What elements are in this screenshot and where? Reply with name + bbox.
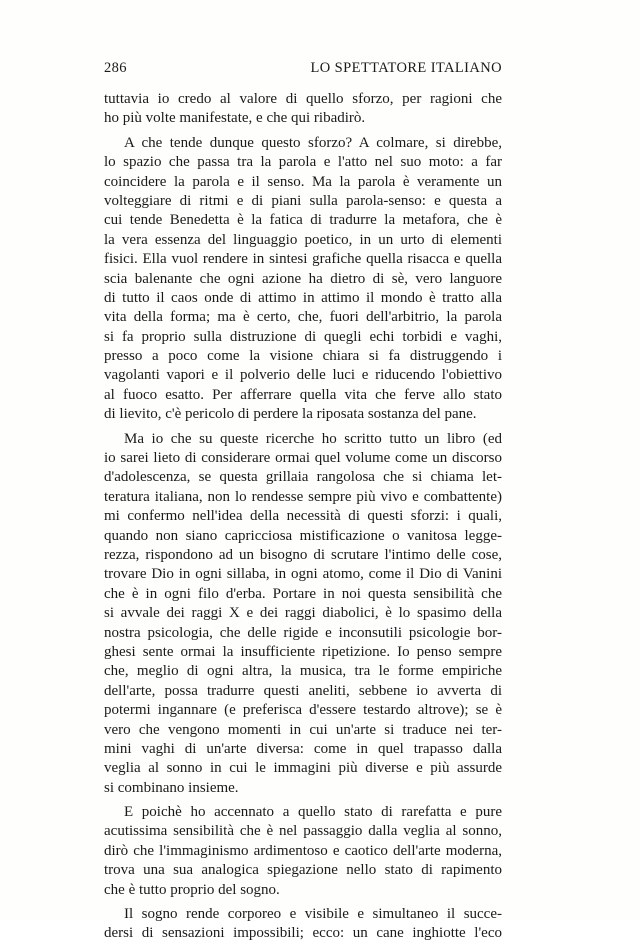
body-text	[104, 90, 502, 944]
text-line: rezza, rispondono ad un bisogno di scrutare l'intimo delle cose,	[104, 546, 502, 563]
text-line: che è in ogni filo d'erba. Portare in noi questa sensibilità che	[104, 585, 502, 602]
text-line: che, meglio di ogni altra, la musica, tra le forme empiriche	[104, 663, 502, 680]
text-line: che è tutto proprio del sogno.	[104, 881, 280, 898]
text-line: veglia al sonno in cui le immagini più diverse e più assurde	[104, 760, 502, 777]
text-line: io sarei lieto di considerare ormai quel volume come un discorso	[104, 450, 502, 467]
text-line: vagolanti vapori e il polverio delle luci e riducendo l'obiettivo	[104, 367, 502, 384]
text-line: E poichè ho accennato a quello stato di rarefatta e pure	[124, 804, 502, 821]
text-line: d'adolescenza, se questa grillaia rangolosa che si chiama let-	[104, 469, 502, 486]
text-line: di tutto il caos onde di attimo in attimo il mondo è tratto alla	[104, 289, 502, 306]
text-line: potermi ingannare (e preferisca d'essere testardo altrove); se è	[104, 702, 502, 719]
text-line: A che tende dunque questo sforzo? A colmare, si direbbe,	[124, 134, 502, 151]
text-line: fisici. Ella vuol rendere in sintesi grafiche quella risacca e quella	[104, 251, 502, 268]
text-line: scia balenante che ogni azione ha dietro di sè, vero languore	[104, 270, 502, 287]
text-line: la vera essenza del linguaggio poetico, in un urto di elementi	[104, 231, 502, 248]
text-line: tuttavia io credo al valore di quello sforzo, per ragioni che	[104, 91, 502, 107]
text-line: Il sogno rende corporeo e visibile e simultaneo il succe-	[124, 906, 502, 923]
running-title: LO SPETTATORE ITALIANO	[310, 60, 502, 76]
text-line: dell'arte, possa tradurre questi aneliti, sebbene io avverta di	[104, 682, 502, 699]
text-line: presso a poco come la visione chiara si fa distruggendo i	[104, 348, 502, 365]
text-line: trova una sua analogica spiegazione nello stato di rapimento	[104, 862, 502, 879]
text-line: dersi di sensazioni impossibili; ecco: un cane inghiotte l'eco	[104, 925, 502, 942]
text-line: vero che vengono momenti in cui un'arte si traduce nei ter-	[104, 721, 502, 738]
text-line: ho più volte manifestate, e che qui ribadirò.	[104, 110, 366, 127]
text-line: cui tende Benedetta è la fatica di tradurre la metafora, che è	[104, 212, 502, 229]
text-line: nostra psicologia, che delle rigide e inconsutili psicologie bor-	[104, 624, 502, 641]
text-line: si combinano insieme.	[104, 779, 239, 796]
text-line: si fa proprio sulla distruzione di quegli echi torbidi e vaghi,	[104, 328, 502, 345]
text-line: acutissima sensibilità che è nel passaggio dalla veglia al sonno,	[104, 823, 502, 840]
text-line: quando non siano capricciosa mistificazione o vanitosa legge-	[104, 527, 502, 544]
text-line: coincidere la parola e il senso. Ma la parola è veramente un	[104, 173, 502, 190]
text-line: volteggiare di ritmi e di piani sulla parola-senso: e questa a	[104, 192, 502, 209]
text-line: Ma io che su queste ricerche ho scritto tutto un libro (ed	[124, 430, 502, 447]
text-line: al fuoco esatto. Per afferrare quella vita che ferve allo stato	[104, 386, 502, 403]
text-line: mini vaghi di un'arte diversa: come in quel trapasso dalla	[104, 740, 502, 757]
text-line: teratura italiana, non lo rendesse sempre più vivo e combattente)	[104, 488, 502, 505]
text-line: dirò che l'immaginismo ardimentoso e caotico dell'arte moderna,	[104, 842, 502, 859]
text-line: ghesi sente ormai la insufficiente ripetizione. Io penso sempre	[104, 643, 502, 660]
text-line: lo spazio che passa tra la parola e l'atto nel suo moto: a far	[104, 154, 502, 171]
text-line: di lievito, c'è pericolo di perdere la riposata sostanza del pane.	[104, 406, 477, 423]
text-line: mi confermo nell'idea della necessità di questi sforzi: i quali,	[104, 508, 502, 525]
text-line: si avvale dei raggi X e dei raggi diabolici, è lo spasimo della	[104, 605, 502, 622]
text-line: trovare Dio in ogni sillaba, in ogni atomo, come il Dio di Vanini	[104, 566, 502, 583]
text-line: vita della forma; ma è certo, che, fuori dell'arbitrio, la parola	[104, 309, 502, 326]
page-header	[104, 60, 502, 77]
page-number: 286	[104, 60, 127, 76]
